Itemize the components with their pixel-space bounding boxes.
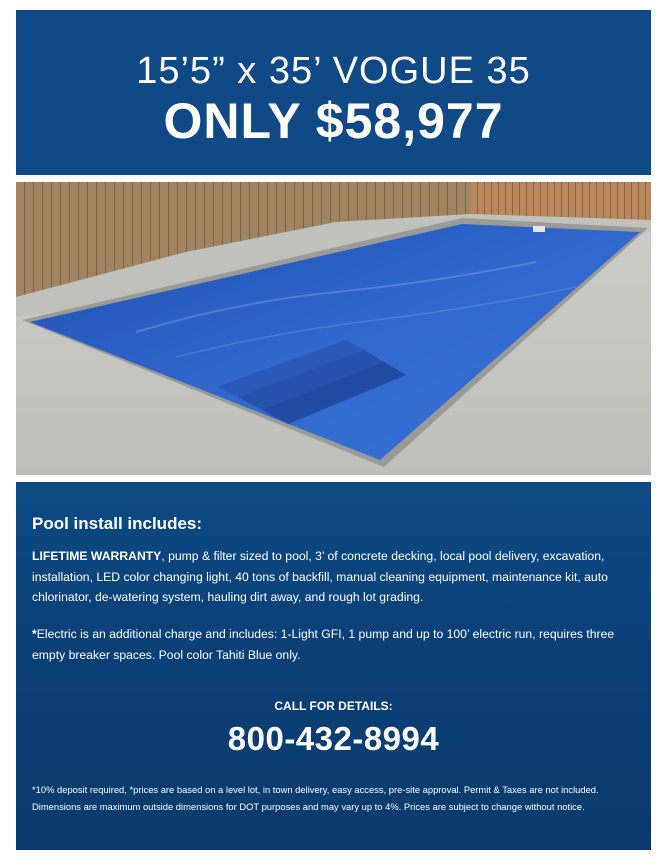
phone-number[interactable]: 800-432-8994: [227, 720, 440, 757]
electric-asterisk: *: [32, 627, 37, 641]
electric-note-text: Electric is an additional charge and includes: 1-Light GFI, 1 pump and up to 100’ electric run, requires three empty breaker spaces. Pool color Tahiti Blue only.: [32, 627, 615, 662]
fine-print: *10% deposit required, *prices are based on a level lot, in town delivery, easy access, pre-site approval. Permit & Taxes are not included. Dimensions are maximum outside dimensions for DOT purposes and may vary up to 4%. Prices are subject to change without notice.: [32, 784, 599, 812]
pool-photo: [16, 182, 651, 475]
electric-note: [32, 624, 632, 665]
includes-heading: Pool install includes:: [32, 514, 203, 533]
info-panel: [16, 482, 651, 850]
call-label: CALL FOR DETAILS:: [274, 699, 393, 713]
warranty-label: LIFETIME WARRANTY: [32, 549, 162, 563]
price-headline: ONLY $58,977: [163, 93, 504, 149]
includes-list-text: , pump & filter sized to pool, 3’ of concrete decking, local pool delivery, excavation, installation, LED color changing light, 40 tons of backfill, manual cleaning equipment, maintenance kit, auto chlorinator, de-watering system, hauling dirt away, and rough lot grading.: [32, 549, 608, 604]
pool-illustration: [16, 182, 651, 475]
pool-model-title: 15’5” x 35’ VOGUE 35: [136, 50, 531, 92]
title-banner: [16, 10, 651, 175]
includes-paragraph: [32, 546, 632, 608]
